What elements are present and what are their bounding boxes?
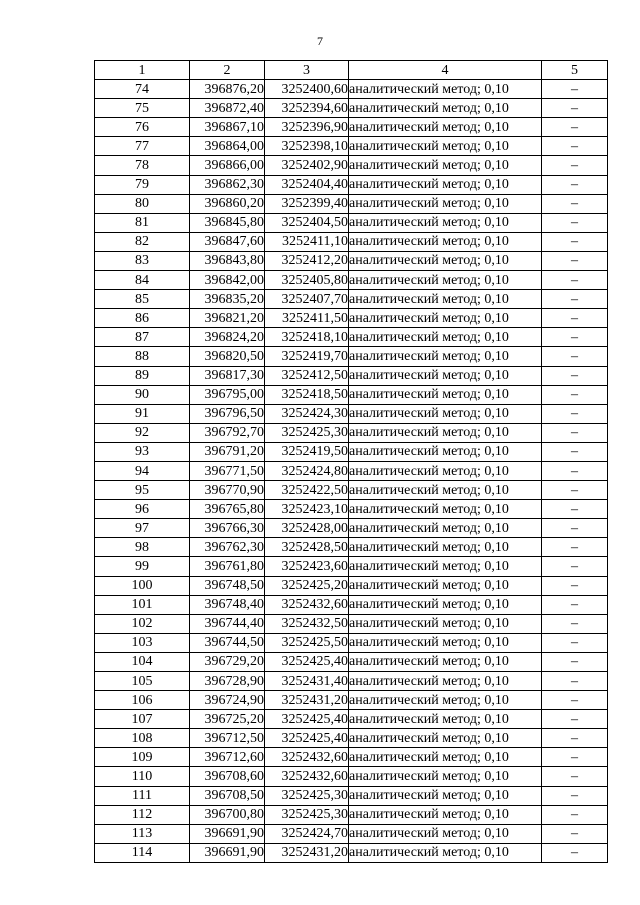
x-coordinate-cell: 396842,00 [190,271,265,290]
y-coordinate-cell: 3252425,30 [265,786,349,805]
note-cell: – [542,213,608,232]
note-cell: – [542,729,608,748]
table-row [95,137,608,156]
y-coordinate-cell: 3252398,10 [265,137,349,156]
point-number-cell: 101 [95,595,190,614]
header-col-1: 1 [95,61,190,80]
method-cell: аналитический метод; 0,10 [349,824,542,843]
x-coordinate-cell: 396725,20 [190,710,265,729]
table-row [95,309,608,328]
x-coordinate-cell: 396691,90 [190,824,265,843]
note-cell: – [542,691,608,710]
y-coordinate-cell: 3252425,40 [265,652,349,671]
note-cell: – [542,194,608,213]
y-coordinate-cell: 3252423,10 [265,500,349,519]
x-coordinate-cell: 396770,90 [190,481,265,500]
y-coordinate-cell: 3252428,00 [265,519,349,538]
y-coordinate-cell: 3252425,40 [265,729,349,748]
table-row [95,729,608,748]
method-cell: аналитический метод; 0,10 [349,672,542,691]
table-row [95,595,608,614]
point-number-cell: 78 [95,156,190,175]
table-row [95,633,608,652]
note-cell: – [542,290,608,309]
method-cell: аналитический метод; 0,10 [349,710,542,729]
point-number-cell: 80 [95,194,190,213]
point-number-cell: 91 [95,404,190,423]
point-number-cell: 79 [95,175,190,194]
table-row [95,557,608,576]
method-cell: аналитический метод; 0,10 [349,461,542,480]
note-cell: – [542,251,608,270]
method-cell: аналитический метод; 0,10 [349,213,542,232]
table-row [95,347,608,366]
note-cell: – [542,805,608,824]
note-cell: – [542,80,608,99]
y-coordinate-cell: 3252396,90 [265,118,349,137]
method-cell: аналитический метод; 0,10 [349,271,542,290]
note-cell: – [542,710,608,729]
x-coordinate-cell: 396700,80 [190,805,265,824]
table-body [95,80,608,863]
y-coordinate-cell: 3252424,80 [265,461,349,480]
point-number-cell: 113 [95,824,190,843]
y-coordinate-cell: 3252425,30 [265,805,349,824]
x-coordinate-cell: 396744,50 [190,633,265,652]
note-cell: – [542,328,608,347]
method-cell: аналитический метод; 0,10 [349,156,542,175]
method-cell: аналитический метод; 0,10 [349,232,542,251]
point-number-cell: 92 [95,423,190,442]
x-coordinate-cell: 396691,90 [190,843,265,862]
y-coordinate-cell: 3252412,50 [265,366,349,385]
x-coordinate-cell: 396708,60 [190,767,265,786]
point-number-cell: 76 [95,118,190,137]
table-row [95,538,608,557]
x-coordinate-cell: 396795,00 [190,385,265,404]
method-cell: аналитический метод; 0,10 [349,633,542,652]
method-cell: аналитический метод; 0,10 [349,366,542,385]
point-number-cell: 82 [95,232,190,251]
y-coordinate-cell: 3252405,80 [265,271,349,290]
x-coordinate-cell: 396821,20 [190,309,265,328]
point-number-cell: 84 [95,271,190,290]
point-number-cell: 95 [95,481,190,500]
method-cell: аналитический метод; 0,10 [349,786,542,805]
point-number-cell: 96 [95,500,190,519]
point-number-cell: 83 [95,251,190,270]
x-coordinate-cell: 396791,20 [190,442,265,461]
note-cell: – [542,557,608,576]
x-coordinate-cell: 396872,40 [190,99,265,118]
x-coordinate-cell: 396835,20 [190,290,265,309]
y-coordinate-cell: 3252394,60 [265,99,349,118]
point-number-cell: 108 [95,729,190,748]
method-cell: аналитический метод; 0,10 [349,404,542,423]
x-coordinate-cell: 396761,80 [190,557,265,576]
method-cell: аналитический метод; 0,10 [349,347,542,366]
header-col-2: 2 [190,61,265,80]
table-row [95,672,608,691]
note-cell: – [542,614,608,633]
y-coordinate-cell: 3252431,20 [265,843,349,862]
method-cell: аналитический метод; 0,10 [349,290,542,309]
table-row [95,824,608,843]
method-cell: аналитический метод; 0,10 [349,194,542,213]
note-cell: – [542,519,608,538]
x-coordinate-cell: 396712,60 [190,748,265,767]
point-number-cell: 105 [95,672,190,691]
method-cell: аналитический метод; 0,10 [349,118,542,137]
point-number-cell: 74 [95,80,190,99]
x-coordinate-cell: 396796,50 [190,404,265,423]
table-row [95,805,608,824]
table-row [95,614,608,633]
note-cell: – [542,423,608,442]
note-cell: – [542,137,608,156]
point-number-cell: 85 [95,290,190,309]
method-cell: аналитический метод; 0,10 [349,80,542,99]
y-coordinate-cell: 3252402,90 [265,156,349,175]
y-coordinate-cell: 3252422,50 [265,481,349,500]
method-cell: аналитический метод; 0,10 [349,423,542,442]
y-coordinate-cell: 3252425,20 [265,576,349,595]
y-coordinate-cell: 3252418,10 [265,328,349,347]
point-number-cell: 89 [95,366,190,385]
header-col-3: 3 [265,61,349,80]
header-col-5: 5 [542,61,608,80]
x-coordinate-cell: 396820,50 [190,347,265,366]
x-coordinate-cell: 396864,00 [190,137,265,156]
point-number-cell: 81 [95,213,190,232]
note-cell: – [542,767,608,786]
note-cell: – [542,156,608,175]
x-coordinate-cell: 396748,40 [190,595,265,614]
point-number-cell: 107 [95,710,190,729]
table-row [95,691,608,710]
note-cell: – [542,748,608,767]
x-coordinate-cell: 396712,50 [190,729,265,748]
method-cell: аналитический метод; 0,10 [349,99,542,118]
note-cell: – [542,672,608,691]
y-coordinate-cell: 3252432,60 [265,595,349,614]
point-number-cell: 99 [95,557,190,576]
table-row [95,118,608,137]
method-cell: аналитический метод; 0,10 [349,729,542,748]
note-cell: – [542,309,608,328]
point-number-cell: 90 [95,385,190,404]
method-cell: аналитический метод; 0,10 [349,576,542,595]
point-number-cell: 93 [95,442,190,461]
y-coordinate-cell: 3252411,10 [265,232,349,251]
table-row [95,461,608,480]
point-number-cell: 75 [95,99,190,118]
table-row [95,366,608,385]
note-cell: – [542,366,608,385]
table-row [95,423,608,442]
table-row [95,271,608,290]
table-row [95,99,608,118]
point-number-cell: 88 [95,347,190,366]
note-cell: – [542,99,608,118]
x-coordinate-cell: 396708,50 [190,786,265,805]
point-number-cell: 86 [95,309,190,328]
y-coordinate-cell: 3252424,70 [265,824,349,843]
method-cell: аналитический метод; 0,10 [349,557,542,576]
table-row [95,213,608,232]
y-coordinate-cell: 3252425,30 [265,423,349,442]
y-coordinate-cell: 3252432,60 [265,748,349,767]
method-cell: аналитический метод; 0,10 [349,805,542,824]
y-coordinate-cell: 3252419,70 [265,347,349,366]
method-cell: аналитический метод; 0,10 [349,328,542,347]
method-cell: аналитический метод; 0,10 [349,385,542,404]
note-cell: – [542,118,608,137]
method-cell: аналитический метод; 0,10 [349,538,542,557]
y-coordinate-cell: 3252399,40 [265,194,349,213]
table-row [95,767,608,786]
note-cell: – [542,538,608,557]
note-cell: – [542,652,608,671]
x-coordinate-cell: 396792,70 [190,423,265,442]
note-cell: – [542,500,608,519]
x-coordinate-cell: 396724,90 [190,691,265,710]
method-cell: аналитический метод; 0,10 [349,843,542,862]
note-cell: – [542,232,608,251]
point-number-cell: 104 [95,652,190,671]
method-cell: аналитический метод; 0,10 [349,309,542,328]
x-coordinate-cell: 396824,20 [190,328,265,347]
table-row [95,652,608,671]
y-coordinate-cell: 3252432,60 [265,767,349,786]
method-cell: аналитический метод; 0,10 [349,175,542,194]
table-row [95,385,608,404]
point-number-cell: 100 [95,576,190,595]
method-cell: аналитический метод; 0,10 [349,442,542,461]
table-row [95,251,608,270]
x-coordinate-cell: 396765,80 [190,500,265,519]
note-cell: – [542,442,608,461]
y-coordinate-cell: 3252411,50 [265,309,349,328]
page-number: 7 [317,34,323,48]
method-cell: аналитический метод; 0,10 [349,748,542,767]
method-cell: аналитический метод; 0,10 [349,500,542,519]
table-row [95,290,608,309]
method-cell: аналитический метод; 0,10 [349,691,542,710]
point-number-cell: 112 [95,805,190,824]
y-coordinate-cell: 3252400,60 [265,80,349,99]
x-coordinate-cell: 396843,80 [190,251,265,270]
point-number-cell: 98 [95,538,190,557]
table-row [95,748,608,767]
y-coordinate-cell: 3252428,50 [265,538,349,557]
y-coordinate-cell: 3252425,40 [265,710,349,729]
point-number-cell: 109 [95,748,190,767]
y-coordinate-cell: 3252407,70 [265,290,349,309]
table-row [95,328,608,347]
table-row [95,786,608,805]
y-coordinate-cell: 3252404,40 [265,175,349,194]
note-cell: – [542,347,608,366]
table-row [95,843,608,862]
point-number-cell: 106 [95,691,190,710]
header-col-4: 4 [349,61,542,80]
table-row [95,481,608,500]
point-number-cell: 111 [95,786,190,805]
coordinates-table [94,60,608,863]
note-cell: – [542,271,608,290]
table-row [95,404,608,423]
point-number-cell: 114 [95,843,190,862]
method-cell: аналитический метод; 0,10 [349,595,542,614]
table-row [95,80,608,99]
y-coordinate-cell: 3252432,50 [265,614,349,633]
note-cell: – [542,595,608,614]
table-row [95,175,608,194]
x-coordinate-cell: 396845,80 [190,213,265,232]
x-coordinate-cell: 396748,50 [190,576,265,595]
method-cell: аналитический метод; 0,10 [349,137,542,156]
y-coordinate-cell: 3252418,50 [265,385,349,404]
note-cell: – [542,633,608,652]
y-coordinate-cell: 3252404,50 [265,213,349,232]
point-number-cell: 102 [95,614,190,633]
y-coordinate-cell: 3252425,50 [265,633,349,652]
note-cell: – [542,385,608,404]
x-coordinate-cell: 396817,30 [190,366,265,385]
table-row [95,500,608,519]
y-coordinate-cell: 3252423,60 [265,557,349,576]
point-number-cell: 77 [95,137,190,156]
method-cell: аналитический метод; 0,10 [349,614,542,633]
y-coordinate-cell: 3252431,20 [265,691,349,710]
x-coordinate-cell: 396744,40 [190,614,265,633]
x-coordinate-cell: 396862,30 [190,175,265,194]
x-coordinate-cell: 396762,30 [190,538,265,557]
table-row [95,576,608,595]
point-number-cell: 103 [95,633,190,652]
method-cell: аналитический метод; 0,10 [349,519,542,538]
table-row [95,710,608,729]
x-coordinate-cell: 396729,20 [190,652,265,671]
point-number-cell: 97 [95,519,190,538]
table-row [95,156,608,175]
method-cell: аналитический метод; 0,10 [349,481,542,500]
table-header [95,61,608,80]
header-row [95,61,608,80]
x-coordinate-cell: 396766,30 [190,519,265,538]
method-cell: аналитический метод; 0,10 [349,652,542,671]
method-cell: аналитический метод; 0,10 [349,251,542,270]
x-coordinate-cell: 396728,90 [190,672,265,691]
note-cell: – [542,576,608,595]
table-row [95,232,608,251]
x-coordinate-cell: 396867,10 [190,118,265,137]
y-coordinate-cell: 3252412,20 [265,251,349,270]
table-row [95,519,608,538]
x-coordinate-cell: 396860,20 [190,194,265,213]
point-number-cell: 110 [95,767,190,786]
x-coordinate-cell: 396771,50 [190,461,265,480]
method-cell: аналитический метод; 0,10 [349,767,542,786]
note-cell: – [542,461,608,480]
x-coordinate-cell: 396847,60 [190,232,265,251]
note-cell: – [542,481,608,500]
note-cell: – [542,786,608,805]
note-cell: – [542,404,608,423]
note-cell: – [542,175,608,194]
table-row [95,194,608,213]
x-coordinate-cell: 396876,20 [190,80,265,99]
y-coordinate-cell: 3252419,50 [265,442,349,461]
y-coordinate-cell: 3252431,40 [265,672,349,691]
note-cell: – [542,824,608,843]
table-row [95,442,608,461]
note-cell: – [542,843,608,862]
point-number-cell: 87 [95,328,190,347]
y-coordinate-cell: 3252424,30 [265,404,349,423]
x-coordinate-cell: 396866,00 [190,156,265,175]
point-number-cell: 94 [95,461,190,480]
